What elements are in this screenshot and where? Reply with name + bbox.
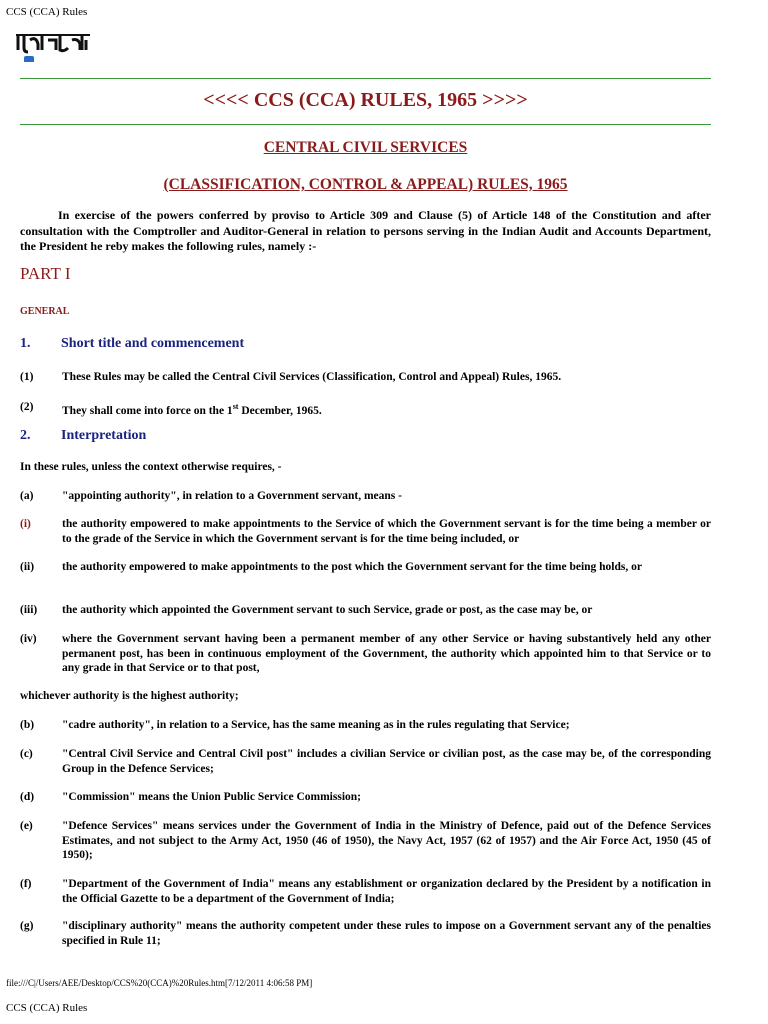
clause-g-text: "disciplinary authority" means the authority competent under these rules to impose on a Government servant any of the penalties specified in Rule 11; (62, 920, 711, 947)
clause-i-label: (i) (20, 518, 31, 530)
clause-e-text: "Defence Services" means services under the Government of India in the Ministry of Defence, paid out of the Defence Services Estimates, and not subject to the Army Act, 1950 (46 of 1950), the Navy Act, 1957 (62 of 1957) and the Air Force Act, 1950 (45 of 1950); (62, 820, 711, 861)
divider-bottom (20, 124, 711, 125)
page-title: <<<< CCS (CCA) RULES, 1965 >>>> (203, 89, 528, 111)
clause-b-text: "cadre authority", in relation to a Service, has the same meaning as in the rules regulating that Service; (62, 719, 570, 731)
clause-c (20, 747, 711, 776)
clause-g-label: (g) (20, 920, 34, 932)
divider-top (20, 78, 711, 79)
clause-ii-label: (ii) (20, 561, 35, 573)
clause-i (20, 517, 711, 546)
clause-i-text: the authority empowered to make appointments to the Service of which the Government servant is for the time being a member or to the grade of the Service in which the Government servant is for the time being included, or (62, 518, 711, 545)
section-2-heading (20, 428, 146, 444)
clause-f-label: (f) (20, 878, 32, 890)
clause-iv (20, 632, 711, 676)
rule-1-2-label: (2) (20, 401, 34, 413)
clause-c-text: "Central Civil Service and Central Civil post" includes a civilian Service or civilian post, as the case may be, of the corresponding Group in the Defence Services; (62, 748, 711, 775)
rule-1-2-text-post: December, 1965. (238, 404, 322, 417)
rule-1-1-text: These Rules may be called the Central Civil Services (Classification, Control and Appeal) Rules, 1965. (62, 371, 562, 383)
rule-1-1-label: (1) (20, 371, 34, 383)
clause-iv-label: (iv) (20, 633, 37, 645)
clause-f-text: "Department of the Government of India" means any establishment or organization declared by the President by a notification in the Official Gazette to be a department of the Government of India; (62, 878, 711, 905)
clause-d (20, 790, 711, 805)
section-2-number: 2. (20, 428, 31, 443)
clause-ii (20, 560, 711, 575)
clause-iii (20, 603, 711, 618)
subtitle-classification: (CLASSIFICATION, CONTROL & APPEAL) RULES, 1965 (163, 176, 568, 193)
clause-e (20, 819, 711, 863)
clause-ii-text: the authority empowered to make appointments to the post which the Government servant for the time being holds, or (62, 561, 642, 573)
rule-1-2-text (62, 400, 711, 418)
logo-badge-icon (24, 56, 34, 62)
interpretation-intro: In these rules, unless the context otherwise requires, - (20, 461, 282, 473)
whichever-line: whichever authority is the highest authority; (20, 690, 239, 702)
clause-b-label: (b) (20, 719, 35, 731)
part-heading: PART I (20, 264, 71, 283)
rule-1-1 (20, 370, 711, 385)
clause-e-label: (e) (20, 820, 33, 832)
section-1-title: Short title and commencement (61, 336, 245, 351)
rule-1-2 (20, 400, 711, 418)
clause-a-label: (a) (20, 490, 34, 502)
intro-text: In exercise of the powers conferred by proviso to Article 309 and Clause (5) of Article 148 of the Constitution and after consultation with the Comptroller and Auditor-General in relation to persons serving in the Indian Audit and Accounts Department, the President he reby makes the following rules, namely :- (20, 208, 711, 253)
clause-d-text: "Commission" means the Union Public Service Commission; (62, 791, 361, 803)
section-1-number: 1. (20, 336, 31, 351)
clause-iii-text: the authority which appointed the Government servant to such Service, grade or post, as the case may be, or (62, 604, 593, 616)
clause-c-label: (c) (20, 748, 33, 760)
clause-a (20, 489, 711, 504)
section-1-heading (20, 336, 244, 352)
page-header-title: CCS (CCA) Rules (6, 6, 88, 18)
intro-paragraph (20, 208, 711, 255)
general-heading: GENERAL (20, 306, 70, 317)
clause-iv-text: where the Government servant having been a permanent member of any other Service or having substantively held any other permanent post, has been in continuous employment of the Government, the authority which appointed him to that Service or to any grade in that Service or to that post, (62, 633, 711, 674)
footer-file-path: file:///C|/Users/AEE/Desktop/CCS%20(CCA)%20Rules.htm[7/12/2011 4:06:58 PM] (6, 978, 313, 988)
rule-1-2-superscript: st (232, 402, 239, 411)
subtitle-central-civil-services: CENTRAL CIVIL SERVICES (263, 139, 468, 156)
clause-b (20, 718, 711, 733)
rule-1-2-text-pre: They shall come into force on the 1 (62, 404, 233, 417)
section-2-title: Interpretation (61, 428, 147, 443)
clause-f (20, 877, 711, 906)
clause-d-label: (d) (20, 791, 35, 803)
footer-page-title: CCS (CCA) Rules (6, 1002, 88, 1014)
clause-iii-label: (iii) (20, 604, 38, 616)
dinamalar-logo[interactable] (16, 32, 90, 54)
clause-g (20, 919, 711, 948)
clause-a-text: "appointing authority", in relation to a Government servant, means - (62, 490, 402, 502)
